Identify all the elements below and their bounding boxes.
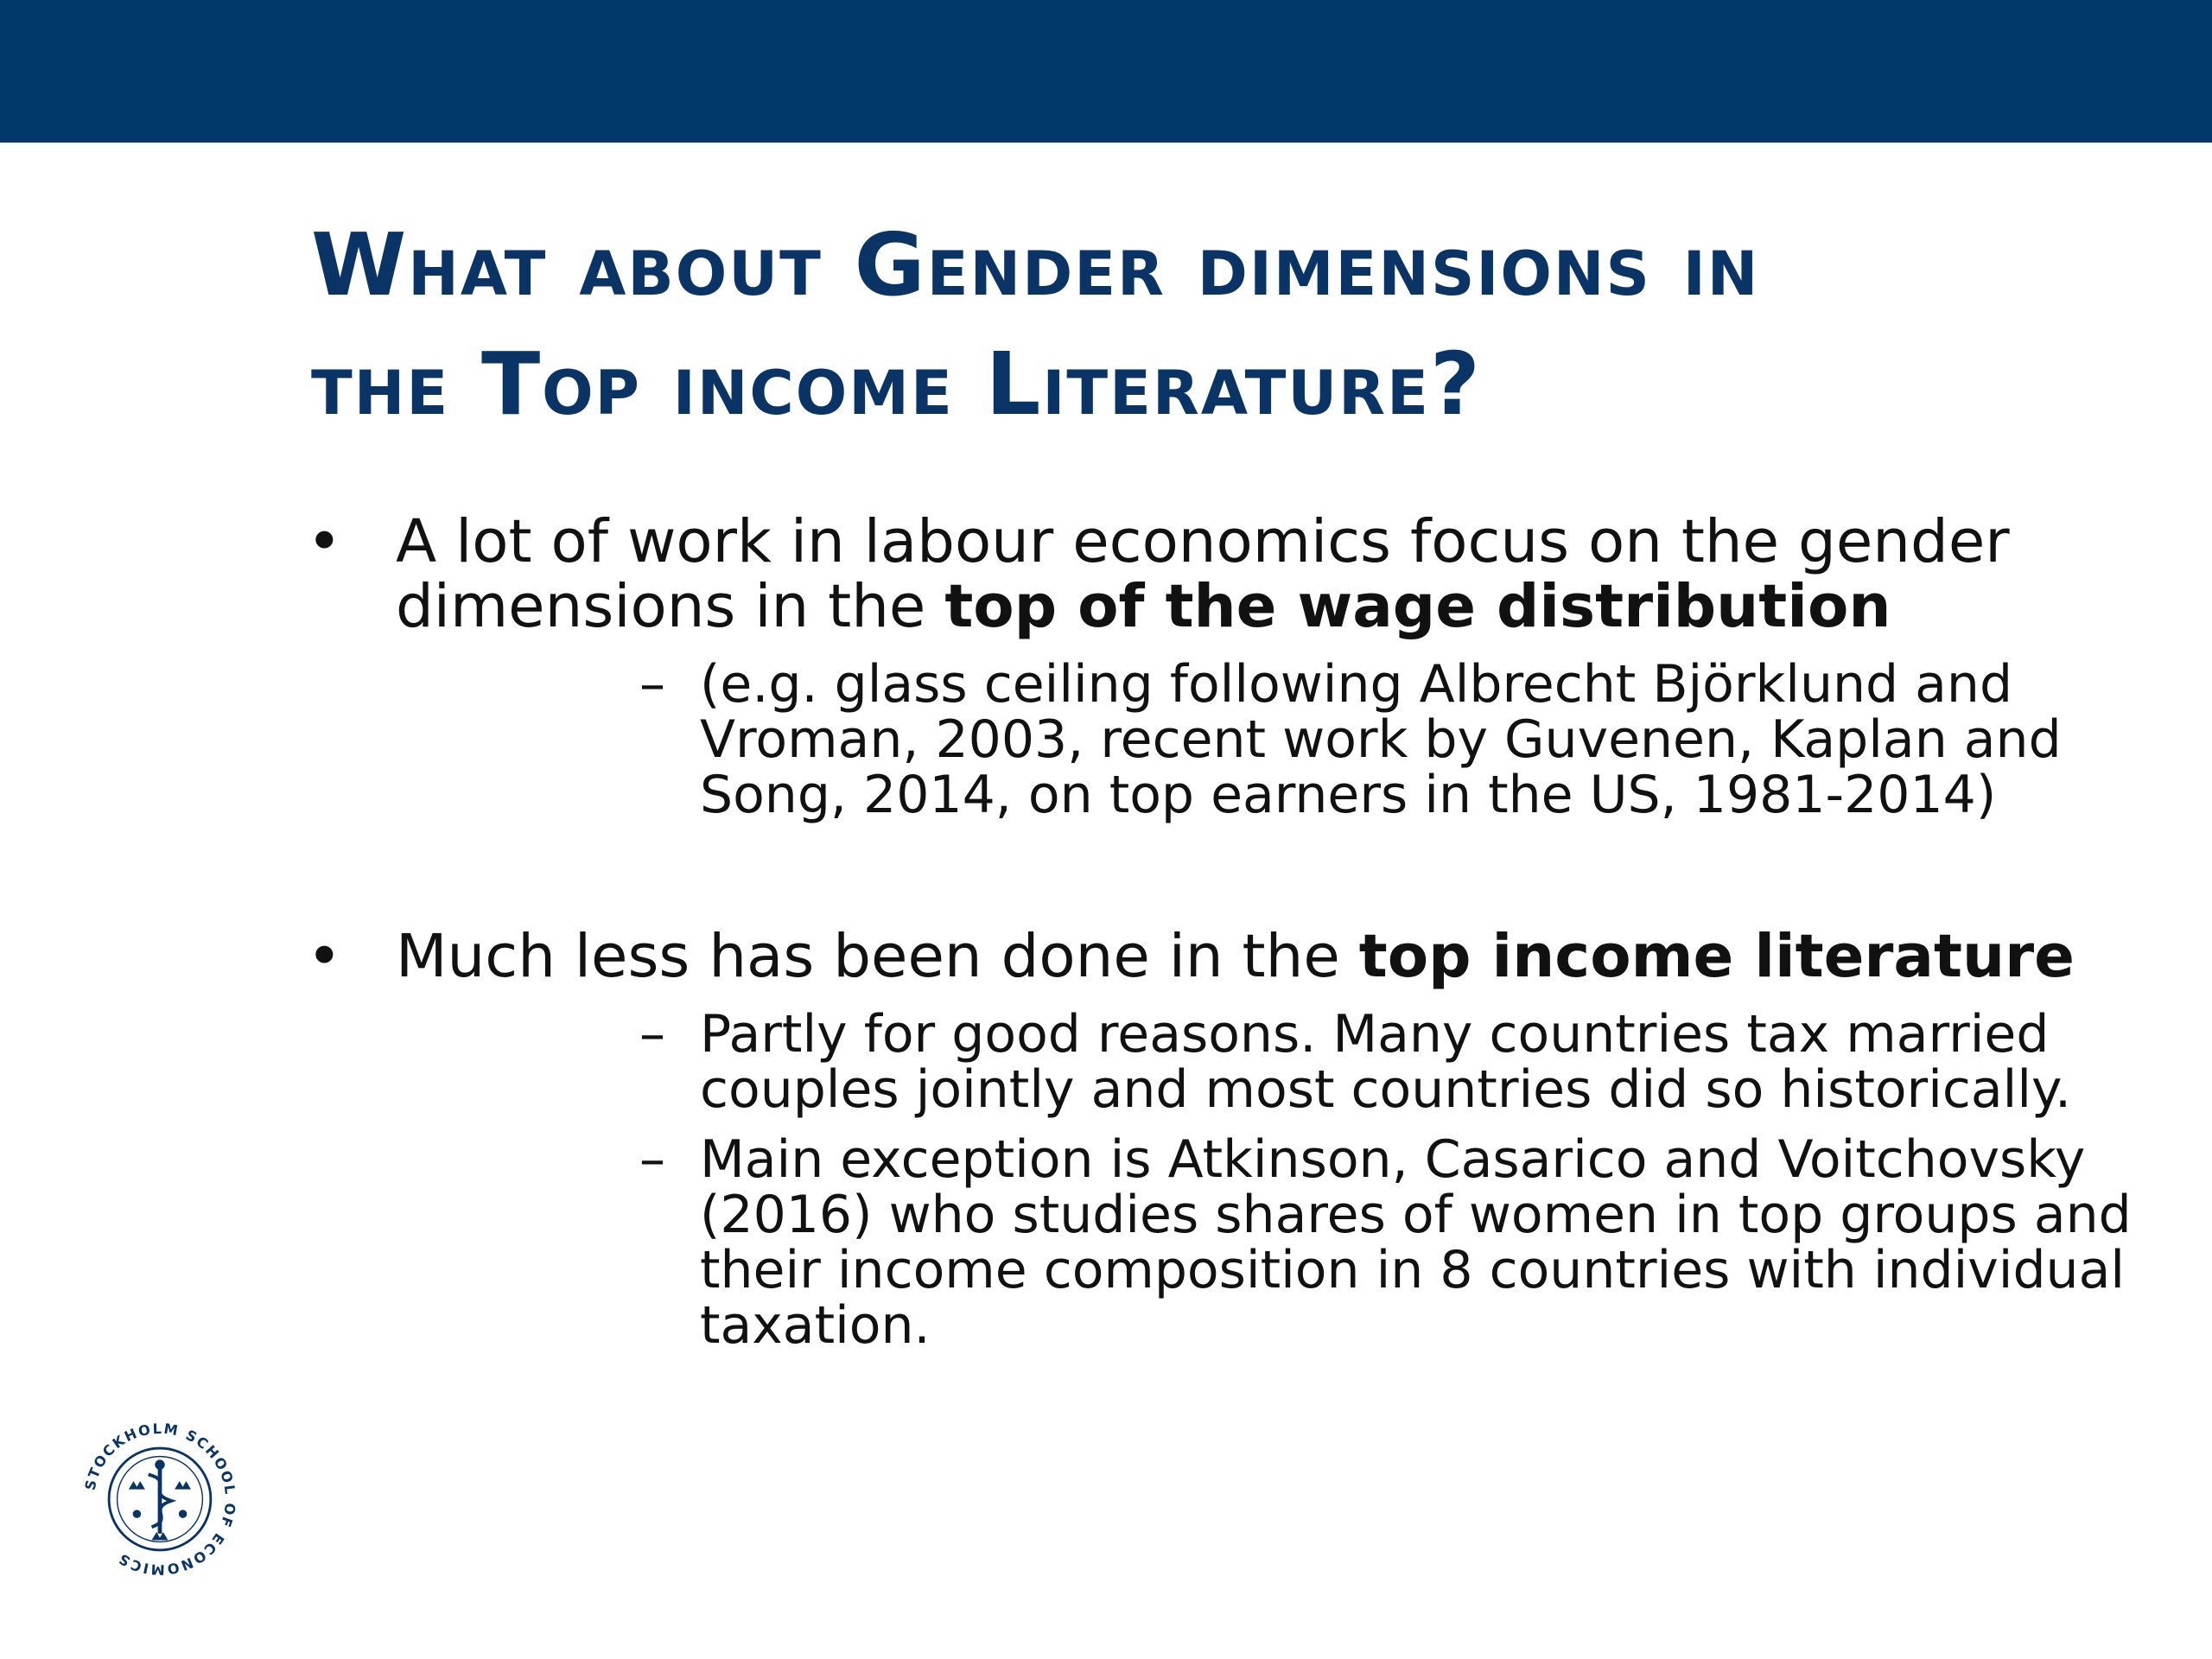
bullet-text-bold: top income literature xyxy=(1358,922,2075,991)
sub-dash: – xyxy=(639,1129,665,1190)
bullet-item xyxy=(307,507,2173,641)
bullet-dot: • xyxy=(307,922,342,991)
sub-text: (e.g. glass ceiling following Albrecht Björklund and Vroman, 2003, recent work by Guvenen, Kaplan and Song, 2014, on top earners in the US, 1981-2014) xyxy=(700,654,2062,825)
seal-text: STOCKHOLM SCHOOL OF ECONOMICS xyxy=(81,1420,239,1579)
sub-list xyxy=(639,1004,2173,1356)
header-bar xyxy=(0,0,2212,143)
sub-item xyxy=(639,654,2173,825)
sub-dash: – xyxy=(639,654,665,715)
slide-content xyxy=(307,507,2173,1356)
sub-text: Main exception is Atkinson, Casarico and Voitchovsky (2016) who studies shares of women in top groups and their income composition in 8 countries with individual taxation. xyxy=(700,1129,2132,1356)
bullet-text-bold: top of the wage distribution xyxy=(944,572,1891,641)
slide-title-line-1: What about Gender dimensions in xyxy=(311,214,1760,315)
spacer xyxy=(307,823,2173,925)
sub-dash: – xyxy=(639,1004,665,1065)
sub-item xyxy=(639,1129,2173,1356)
slide-title-line-2: the Top income Literature? xyxy=(311,334,1482,435)
slide-title xyxy=(311,206,1953,444)
school-seal-logo xyxy=(78,1417,242,1581)
bullet-item xyxy=(307,922,2173,991)
bullet-text xyxy=(396,922,2173,991)
bullet-text-regular: A lot of work in labour economics focus on the gender dimensions in the xyxy=(396,507,2010,641)
bullet-dot: • xyxy=(307,507,342,576)
bullet-text xyxy=(396,507,2173,641)
sub-item xyxy=(639,1004,2173,1120)
bullet-text-regular: Much less has been done in the xyxy=(396,922,1359,991)
sub-list xyxy=(639,654,2173,825)
sub-text: Partly for good reasons. Many countries tax married couples jointly and most countries did so historically. xyxy=(700,1004,2072,1120)
